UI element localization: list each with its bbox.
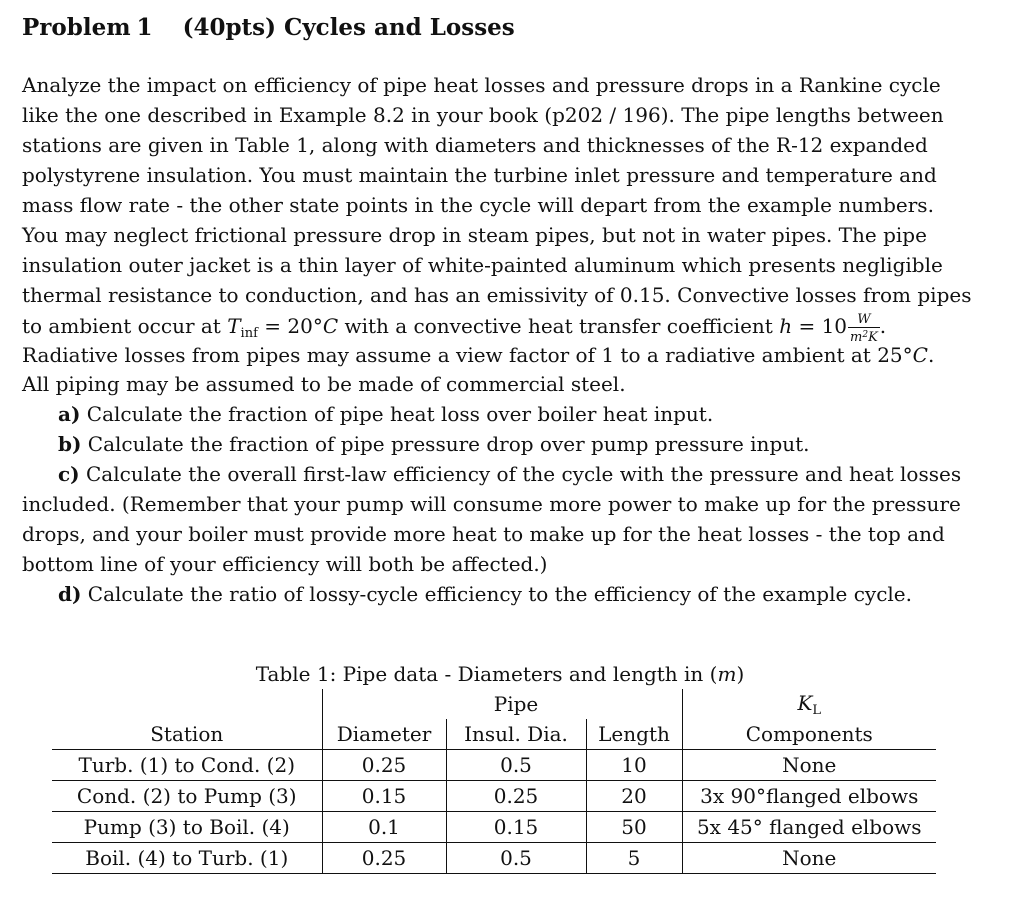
problem-name: Cycles and Losses [284, 14, 515, 41]
math-C: C [912, 343, 928, 367]
question-label: b) [58, 432, 82, 456]
header-length: Length [586, 719, 682, 750]
question-b [58, 432, 810, 456]
body-line: All piping may be assumed to be made of commercial steel. [22, 372, 626, 396]
question-c-line: bottom line of your efficiency will both be affected.) [22, 552, 548, 576]
pipe-data-table [52, 689, 936, 874]
text-run: Radiative losses from pipes may assume a view factor of 1 to a radiative ambient at 25° [22, 343, 913, 367]
question-label: d) [58, 582, 82, 606]
cell-components: None [682, 843, 936, 874]
cell-station: Turb. (1) to Cond. (2) [52, 750, 322, 781]
cell-length: 5 [586, 843, 682, 874]
header-pipe: Pipe [493, 692, 539, 716]
header-blank [586, 689, 682, 719]
caption-unit: m [717, 662, 737, 686]
text-run: to ambient occur at [22, 314, 228, 338]
kl-sub: L [812, 702, 822, 718]
text-run: = 10 [792, 314, 848, 338]
table-header-row [52, 689, 936, 719]
table-row [52, 781, 936, 812]
caption-text: Table 1: Pipe data - Diameters and length in ( [255, 662, 718, 686]
den-exp: 2 [862, 330, 869, 340]
fraction-numerator: W [848, 313, 880, 328]
cell-station: Pump (3) to Boil. (4) [52, 812, 322, 843]
question-c [58, 462, 961, 486]
cell-diameter: 0.15 [322, 781, 446, 812]
body-line: You may neglect frictional pressure drop in steam pipes, but not in water pipes. The pipe [22, 223, 927, 247]
cell-insul: 0.5 [446, 843, 586, 874]
question-d [58, 582, 912, 606]
body-line-ambient [22, 313, 886, 346]
text-run: = 20° [257, 314, 323, 338]
text-run: . [927, 343, 935, 367]
cell-length: 50 [586, 812, 682, 843]
header-components: Components [682, 719, 936, 750]
header-blank [52, 689, 322, 719]
text-run: with a convective heat transfer coefficient [338, 314, 780, 338]
header-insul: Insul. Dia. [446, 719, 586, 750]
den-m: m [850, 330, 863, 345]
math-C: C [322, 314, 339, 338]
math-h: h [779, 314, 793, 338]
cell-length: 20 [586, 781, 682, 812]
question-a [58, 402, 713, 426]
caption-text: ) [736, 662, 745, 686]
cell-insul: 0.15 [446, 812, 586, 843]
question-label: a) [58, 402, 81, 426]
cell-diameter: 0.1 [322, 812, 446, 843]
cell-station: Cond. (2) to Pump (3) [52, 781, 322, 812]
body-line: insulation outer jacket is a thin layer of white-painted aluminum which presents negligible [22, 253, 943, 277]
cell-insul: 0.5 [446, 750, 586, 781]
table-row [52, 812, 936, 843]
header-station: Station [150, 722, 224, 746]
table-row [52, 750, 936, 781]
body-line: thermal resistance to conduction, and has an emissivity of 0.15. Convective losses from pipes [22, 283, 972, 307]
problem-number: 1 [136, 14, 153, 41]
question-c-line: included. (Remember that your pump will consume more power to make up for the pressure [22, 492, 961, 516]
den-K: K [868, 330, 878, 345]
body-line: polystyrene insulation. You must maintain the turbine inlet pressure and temperature and [22, 163, 937, 187]
cell-length: 10 [586, 750, 682, 781]
table-caption [0, 662, 1000, 686]
cell-insul: 0.25 [446, 781, 586, 812]
problem-label: Problem [22, 14, 131, 41]
header-kl [682, 689, 936, 719]
problem-title [22, 14, 515, 41]
body-line: stations are given in Table 1, along with diameters and thicknesses of the R-12 expanded [22, 133, 928, 157]
cell-station: Boil. (4) to Turb. (1) [52, 843, 322, 874]
question-text: Calculate the fraction of pipe heat loss over boiler heat input. [80, 402, 714, 426]
cell-components: 5x 45° flanged elbows [682, 812, 936, 843]
table-row [52, 843, 936, 874]
text-run: . [879, 314, 887, 338]
table-header-row [52, 719, 936, 750]
cell-diameter: 0.25 [322, 843, 446, 874]
body-line: like the one described in Example 8.2 in your book (p202 / 196). The pipe lengths between [22, 103, 944, 127]
question-text: Calculate the ratio of lossy-cycle efficiency to the efficiency of the example cycle. [81, 582, 912, 606]
unit-fraction [848, 313, 880, 345]
question-c-line: drops, and your boiler must provide more heat to make up for the heat losses - the top and [22, 522, 945, 546]
question-label: c) [58, 462, 80, 486]
body-line: mass flow rate - the other state points in the cycle will depart from the example numbers. [22, 193, 934, 217]
question-text: Calculate the fraction of pipe pressure drop over pump pressure input. [81, 432, 810, 456]
math-sub-inf: inf [240, 326, 258, 341]
kl-K: K [797, 690, 813, 715]
math-T: T [227, 314, 241, 338]
cell-components: None [682, 750, 936, 781]
body-line-radiative [22, 343, 934, 367]
problem-points: (40pts) [182, 14, 276, 41]
question-text: Calculate the overall first-law efficiency of the cycle with the pressure and heat losses [79, 462, 962, 486]
header-blank [322, 689, 446, 719]
body-line: Analyze the impact on efficiency of pipe heat losses and pressure drops in a Rankine cycle [22, 73, 941, 97]
cell-components: 3x 90°flanged elbows [682, 781, 936, 812]
header-diameter: Diameter [322, 719, 446, 750]
cell-diameter: 0.25 [322, 750, 446, 781]
